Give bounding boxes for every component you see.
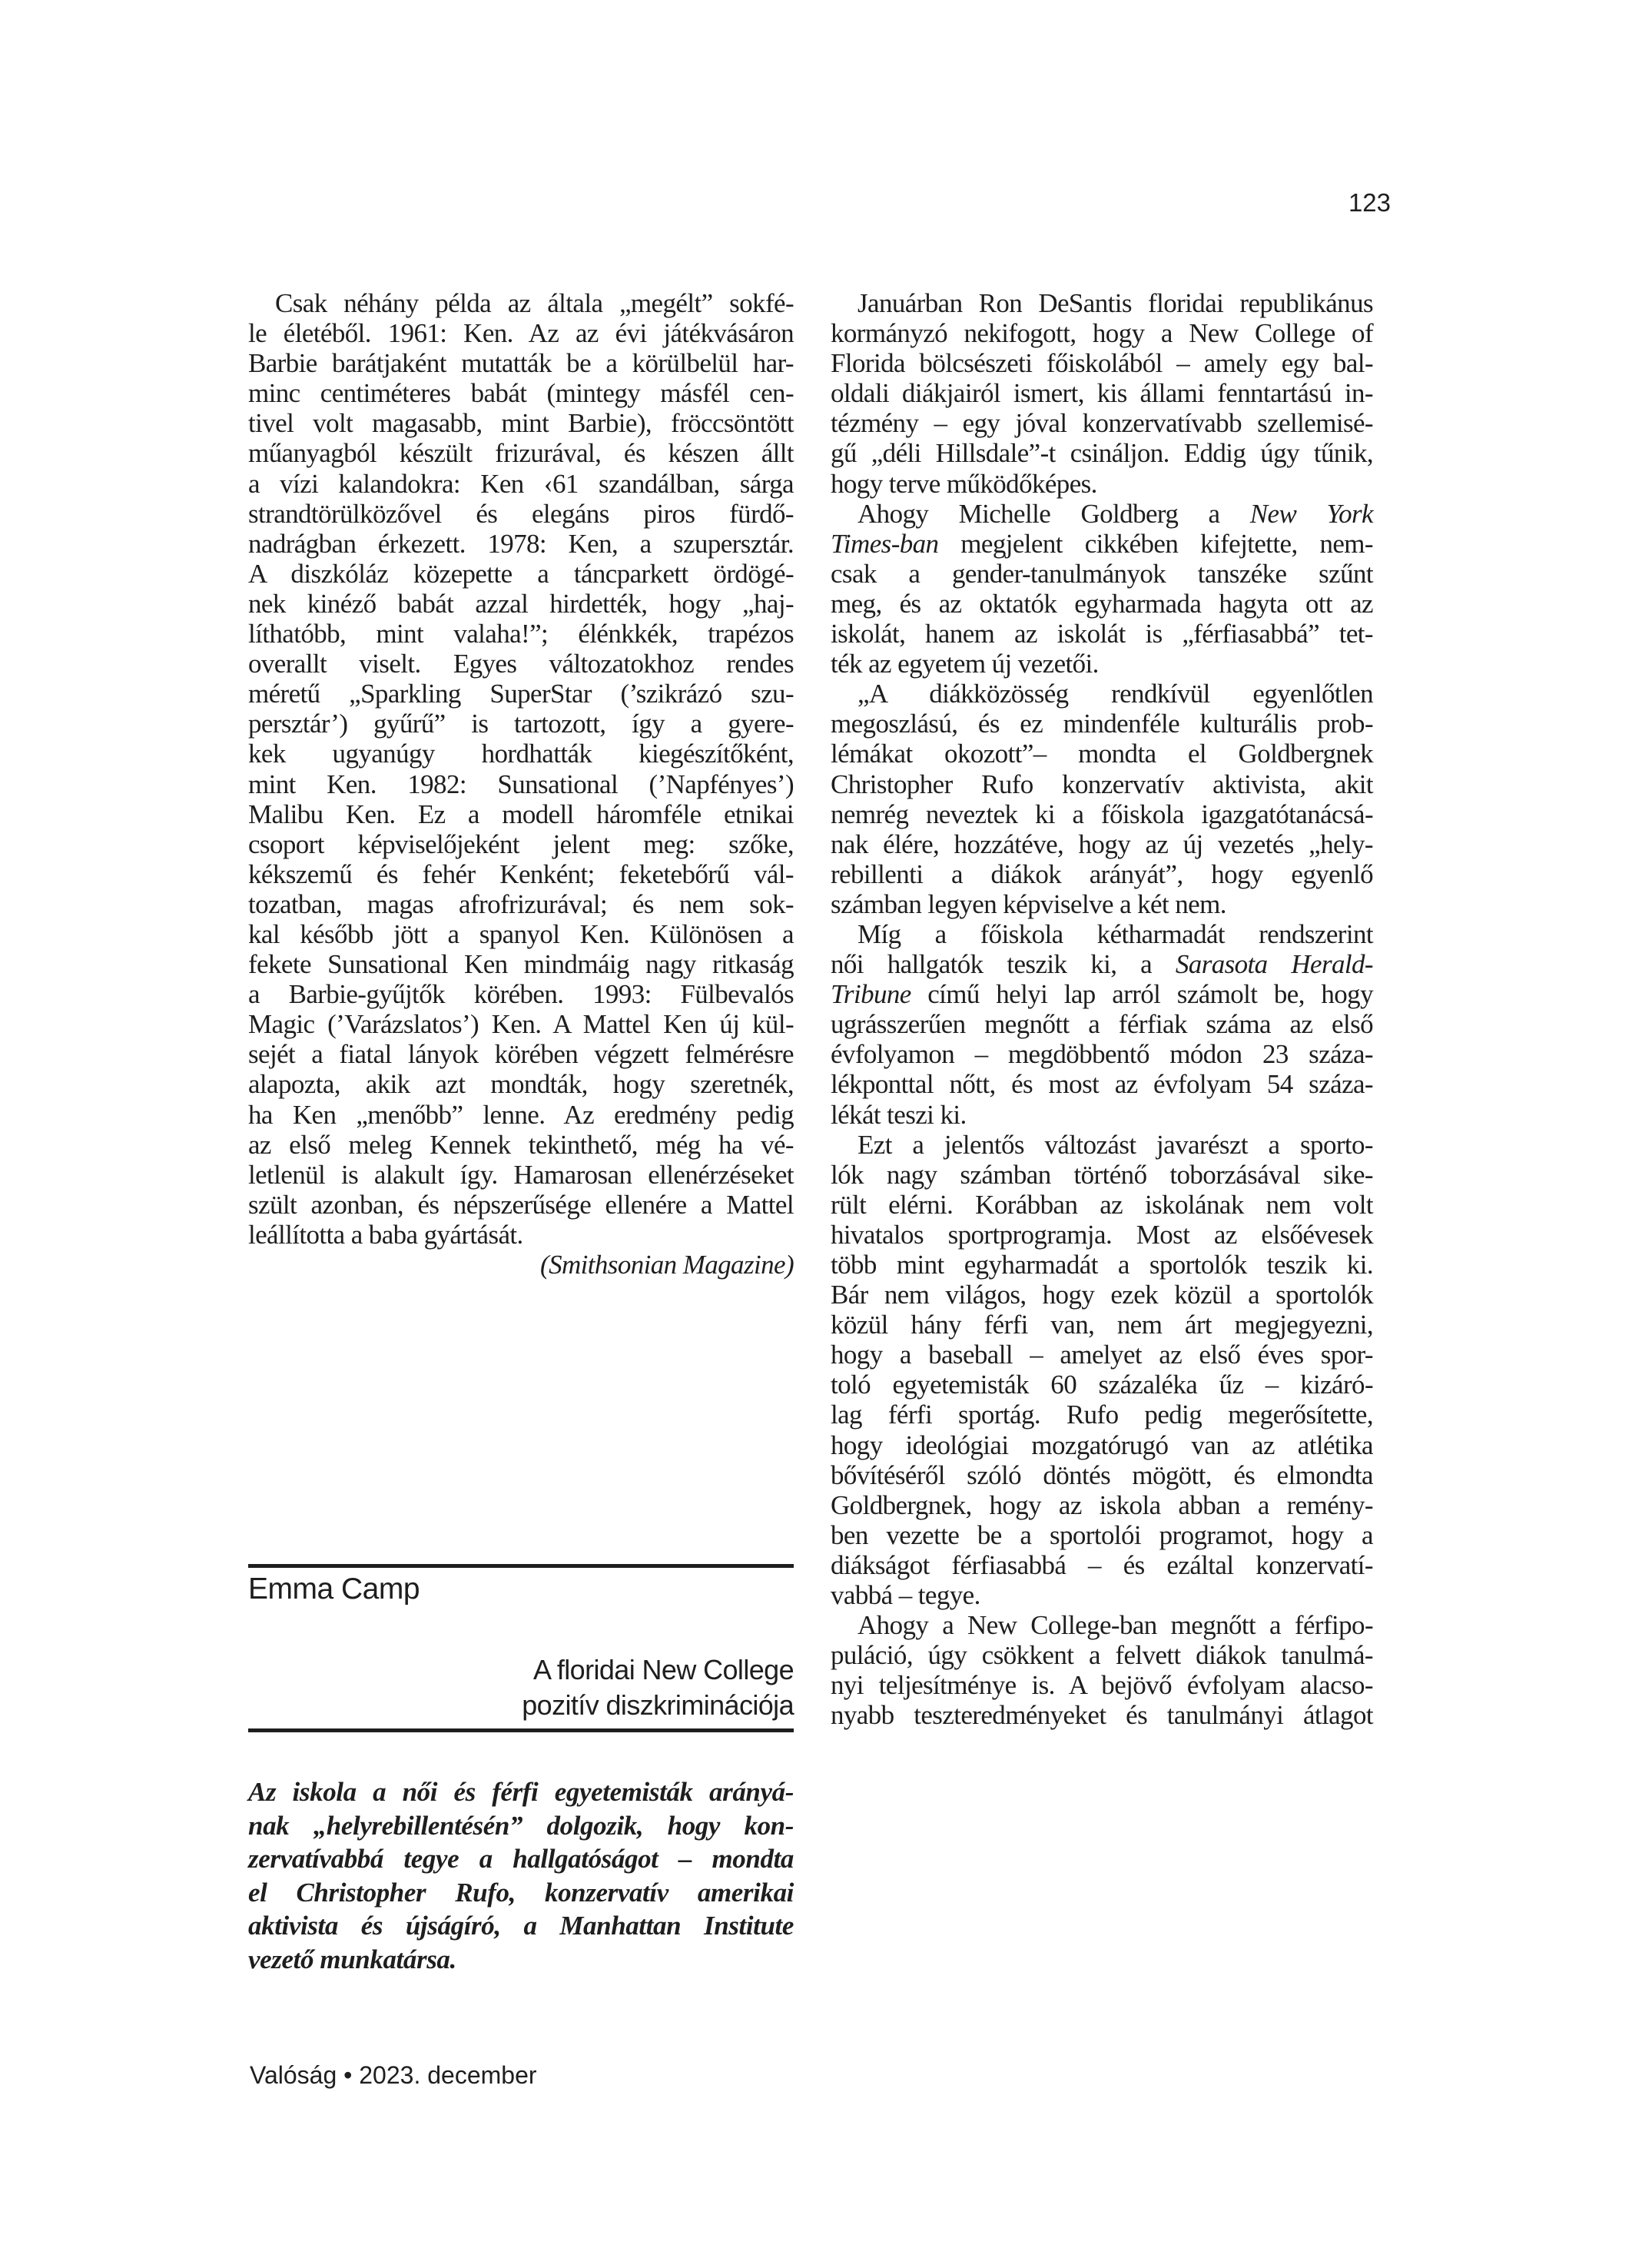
article-title — [248, 1652, 794, 1723]
text-line: ugrásszerűen megnőtt a férfiak száma az első — [831, 1009, 1373, 1040]
text-line: minc centiméteres babát (mintegy másfél cen- — [248, 378, 794, 409]
page-number: 123 — [1348, 188, 1391, 217]
text-line: oldali diákjairól ismert, kis állami fenntartású in- — [831, 378, 1373, 409]
text-line: nyabb teszteredményeket és tanulmányi átlagot — [831, 1700, 1373, 1731]
text-line: hogy terve működőképes. — [831, 468, 1097, 499]
text-line: gű „déli Hillsdale”-t csináljon. Eddig úgy tűnik, — [831, 438, 1373, 469]
text-line: fekete Sunsational Ken mindmáig nagy ritkaság — [248, 949, 794, 980]
text-line: rült elérni. Korábban az iskolának nem volt — [831, 1189, 1373, 1220]
text-line: nyi teljesítménye is. A bejövő évfolyam alacso- — [831, 1670, 1373, 1701]
text-line: meg, és az oktatók egyharmada hagyta ott az — [831, 588, 1373, 619]
text-line: Tribune című helyi lap arról számolt be, hogy — [831, 979, 1373, 1010]
text-line: Bár nem világos, hogy ezek közül a sportolók — [831, 1280, 1373, 1310]
text-line: méretű „Sparkling SuperStar (’szikrázó szu- — [248, 679, 794, 709]
text-line: közül hány férfi van, nem árt megjegyezni, — [831, 1310, 1373, 1340]
bottom-rule-divider — [248, 1728, 794, 1732]
text-line: tivel volt magasabb, mint Barbie), fröccsöntött — [248, 408, 794, 439]
text-line: le életéből. 1961: Ken. Az az évi játékvásáron — [248, 318, 794, 349]
text-line: „A diákközösség rendkívül egyenlőtlen — [857, 679, 1373, 709]
text-line: overallt viselt. Egyes változatokhoz rendes — [248, 649, 794, 679]
lead-line: nak „helyrebillentésén” dolgozik, hogy kon- — [248, 1810, 794, 1841]
lead-line: el Christopher Rufo, konzervatív amerikai — [248, 1877, 794, 1908]
text-line: nadrágban érkezett. 1978: Ken, a szupersztár. — [248, 528, 794, 559]
lead-line: zervatívabbá tegye a hallgatóságot – mondta — [248, 1844, 794, 1875]
article-title-line: A floridai New College — [533, 1654, 794, 1685]
text-line: Ahogy a New College-ban megnőtt a férfipo- — [857, 1610, 1373, 1641]
text-line: Ezt a jelentős változást javarészt a sporto- — [857, 1129, 1373, 1160]
lead-line: Az iskola a női és férfi egyetemisták arányá- — [248, 1777, 794, 1807]
text-line: hogy ideológiai mozgatórugó van az atlétika — [831, 1430, 1373, 1460]
text-line: szült azonban, és népszerűsége ellenére a Mattel — [248, 1189, 794, 1220]
text-line: Christopher Rufo konzervatív aktivista, akit — [831, 769, 1373, 799]
text-line: toló egyetemisták 60 százaléka űz – kizáró- — [831, 1370, 1373, 1400]
text-line: persztár’) gyűrű” is tartozott, így a gyere- — [248, 709, 794, 739]
text-line: Csak néhány példa az általa „megélt” sokfé- — [275, 288, 794, 318]
text-line: Barbie barátjaként mutatták be a körülbelül har- — [248, 348, 794, 379]
source-attribution: (Smithsonian Magazine) — [540, 1250, 794, 1280]
text-line: számban legyen képviselve a két nem. — [831, 888, 1226, 919]
lead-line: aktivista és újságíró, a Manhattan Institute — [248, 1911, 794, 1941]
text-line: műanyagból készült frizurával, és készen állt — [248, 438, 794, 469]
text-line: női hallgatók teszik ki, a Sarasota Herald- — [831, 949, 1373, 980]
text-line: csak a gender-tanulmányok tanszéke szűnt — [831, 558, 1373, 589]
text-line: Míg a főiskola kétharmadát rendszerint — [857, 918, 1373, 949]
text-line: puláció, úgy csökkent a felvett diákok tanulmá- — [831, 1640, 1373, 1671]
text-line: csoport képviselőjeként jelent meg: szőke, — [248, 829, 794, 859]
text-line: sejét a fiatal lányok körében végzett felmérésre — [248, 1039, 794, 1070]
article-author: Emma Camp — [248, 1572, 420, 1606]
text-line: mint Ken. 1982: Sunsational (’Napfényes’) — [248, 769, 794, 799]
publication-name: Sarasota Herald- — [1175, 949, 1373, 980]
top-rule-divider — [248, 1564, 794, 1568]
text-line: kal később jött a spanyol Ken. Különösen a — [248, 918, 794, 949]
text-line: lag férfi sportág. Rufo pedig megerősítette, — [831, 1400, 1373, 1430]
text-line: diákságot férfiasabbá – és ezáltal konzervatí- — [831, 1549, 1373, 1580]
text-line: hivatalos sportprogramja. Most az elsőévesek — [831, 1219, 1373, 1250]
text-line: tozatban, magas afrofrizurával; és nem sok- — [248, 888, 794, 919]
text-line: Januárban Ron DeSantis floridai republikánus — [857, 288, 1373, 318]
publication-name: New York — [1249, 498, 1373, 529]
text-line: ben vezette be a sportolói programot, hogy a — [831, 1519, 1373, 1550]
text-line: nak élére, hozzátéve, hogy az új vezetés „hely- — [831, 829, 1373, 859]
text-line: A diszkóláz közepette a táncparkett ördögé- — [248, 558, 794, 589]
text-line: iskolát, hanem az iskolát is „férfiasabbá” tet- — [831, 619, 1373, 649]
text-line: lékponttal nőtt, és most az évfolyam 54 száza- — [831, 1069, 1373, 1100]
text-line: vabbá – tegye. — [831, 1580, 980, 1611]
text-line: lók nagy számban történő toborzásával sike- — [831, 1159, 1373, 1190]
text-line: nemrég neveztek ki a főiskola igazgatótanácsá- — [831, 799, 1373, 829]
text-line: kormányzó nekifogott, hogy a New College of — [831, 318, 1373, 349]
publication-name: Tribune — [831, 979, 911, 1010]
right-column-body — [831, 288, 1373, 1731]
text-line: kek ugyanúgy hordhatták kiegészítőként, — [248, 739, 794, 769]
text-line: nek kinéző babát azzal hirdették, hogy „haj- — [248, 588, 794, 619]
text-line: Ahogy Michelle Goldberg a New York — [857, 498, 1373, 529]
text-line: megoszlású, és ez mindenféle kulturális prob- — [831, 709, 1373, 739]
text-line: az első meleg Kennek tekinthető, még ha vé- — [248, 1129, 794, 1160]
text-line: rebillenti a diákok arányát”, hogy egyenlő — [831, 858, 1373, 889]
text-line: tézmény – egy jóval konzervatívabb szellemisé- — [831, 408, 1373, 439]
left-column-body — [248, 288, 794, 1280]
text-line: leállította a baba gyártását. — [248, 1219, 523, 1250]
text-line: bővítéséről szóló döntés mögött, és elmondta — [831, 1459, 1373, 1490]
publication-name: Times-ban — [831, 528, 939, 559]
text-line: Florida bölcsészeti főiskolából – amely egy bal- — [831, 348, 1373, 379]
text-line: Goldbergnek, hogy az iskola abban a remény- — [831, 1489, 1373, 1520]
text-line: Magic (’Varázslatos’) Ken. A Mattel Ken új kül- — [248, 1009, 794, 1040]
text-line: lékát teszi ki. — [831, 1099, 967, 1130]
text-line: líthatóbb, mint valaha!”; élénkkék, trapézos — [248, 619, 794, 649]
text-line: ha Ken „menőbb” lenne. Az eredmény pedig — [248, 1099, 794, 1130]
text-line: alapozta, akik azt mondták, hogy szeretnék, — [248, 1069, 794, 1100]
footer-publication: Valóság • 2023. december — [250, 2061, 537, 2089]
text-line: ték az egyetem új vezetői. — [831, 649, 1099, 679]
text-line: több mint egyharmadát a sportolók teszik ki. — [831, 1250, 1373, 1280]
text-line: hogy a baseball – amelyet az első éves spor- — [831, 1340, 1373, 1370]
text-line: a Barbie-gyűjtők körében. 1993: Fülbevalós — [248, 979, 794, 1010]
text-line: kékszemű és fehér Kenként; feketebőrű vál- — [248, 858, 794, 889]
article-lead — [248, 1775, 794, 1977]
text-line: Times-ban megjelent cikkében kifejtette, nem- — [831, 528, 1373, 559]
text-line: lémákat okozott”– mondta el Goldbergnek — [831, 739, 1373, 769]
text-line: strandtörülközővel és elegáns piros fürdő- — [248, 498, 794, 529]
article-title-line: pozitív diszkriminációja — [522, 1689, 794, 1721]
text-line: a vízi kalandokra: Ken ‹61 szandálban, sárga — [248, 468, 794, 499]
text-line: Malibu Ken. Ez a modell háromféle etnikai — [248, 799, 794, 829]
lead-line: vezető munkatársa. — [248, 1944, 456, 1974]
text-line: évfolyamon – megdöbbentő módon 23 száza- — [831, 1039, 1373, 1070]
text-line: letlenül is alakult így. Hamarosan ellenérzéseket — [248, 1159, 794, 1190]
